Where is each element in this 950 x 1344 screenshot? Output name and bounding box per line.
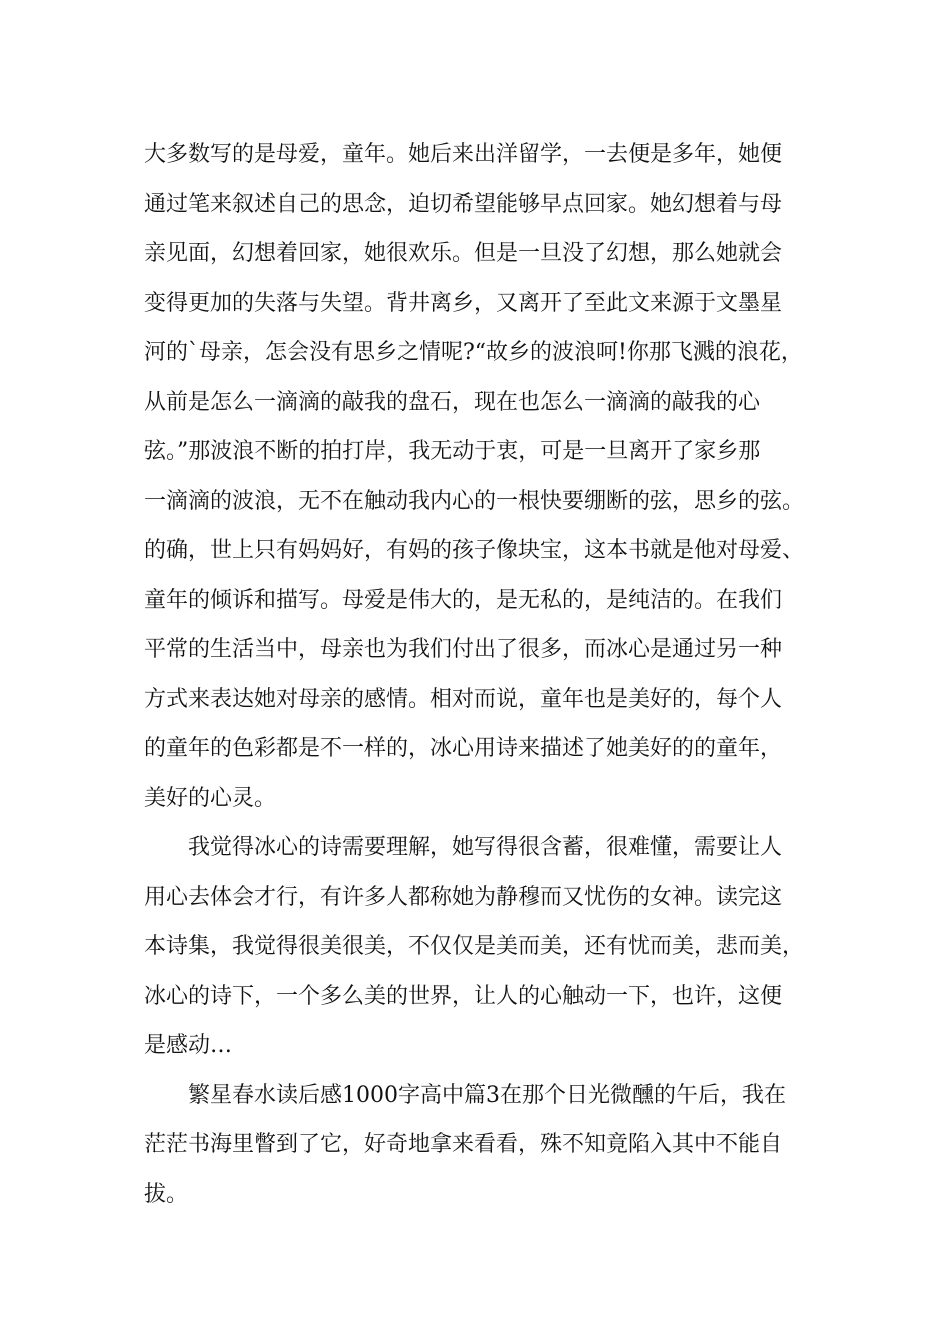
paragraph-line: 本诗集，我觉得很美很美，不仅仅是美而美，还有忧而美，悲而美， [144, 934, 805, 959]
paragraph-line: 从前是怎么一滴滴的敲我的盘石，现在也怎么一滴滴的敲我的心 [144, 389, 761, 415]
paragraph-line: 冰心的诗下，一个多么美的世界，让人的心触动一下，也许，这便 [144, 983, 783, 1009]
paragraph-line: 方式来表达她对母亲的感情。相对而说，童年也是美好的，每个人 [144, 686, 783, 712]
paragraph-line: 的童年的色彩都是不一样的，冰心用诗来描述了她美好的的童年， [144, 736, 783, 761]
paragraph-3 [144, 1071, 812, 1220]
paragraph-line: 河的`母亲，怎会没有思乡之情呢?“故乡的波浪呵!你那飞溅的浪花， [144, 340, 803, 365]
paragraph-line: 通过笔来叙述自己的思念，迫切希望能够早点回家。她幻想着与母 [144, 191, 783, 217]
paragraph-2 [144, 823, 812, 1071]
paragraph-line: 变得更加的失落与失望。背井离乡，又离开了至此文来源于文墨星 [144, 290, 783, 316]
paragraph-line: 一滴滴的波浪，无不在触动我内心的一根快要绷断的弦，思乡的弦。 [144, 488, 805, 514]
paragraph-line: 童年的倾诉和描写。母爱是伟大的，是无私的，是纯洁的。在我们 [144, 587, 783, 613]
paragraph-line: 我觉得冰心的诗需要理解，她写得很含蓄，很难懂，需要让人 [188, 835, 783, 860]
paragraph-line: 用心去体会才行，有许多人都称她为静穆而又忧伤的女神。读完这 [144, 884, 783, 910]
paragraph-line: 亲见面，幻想着回家，她很欢乐。但是一旦没了幻想，那么她就会 [144, 241, 783, 266]
paragraph-line: 弦。”那波浪不断的拍打岸，我无动于衷，可是一旦离开了家乡那 [144, 439, 761, 464]
paragraph-line: 的确，世上只有妈妈好，有妈的孩子像块宝，这本书就是他对母爱、 [144, 538, 805, 563]
paragraph-line: 茫茫书海里瞥到了它，好奇地拿来看看，殊不知竟陷入其中不能自 [144, 1132, 783, 1157]
paragraph-1 [144, 130, 812, 823]
document-body [144, 130, 812, 1219]
paragraph-line: 平常的生活当中，母亲也为我们付出了很多，而冰心是通过另一种 [144, 637, 783, 662]
paragraph-line: 是感动… [144, 1033, 233, 1058]
paragraph-line: 拔。 [144, 1181, 189, 1207]
paragraph-line: 繁星春水读后感1000字高中篇3在那个日光微醺的午后，我在 [188, 1082, 786, 1108]
paragraph-line: 大多数写的是母爱，童年。她后来出洋留学，一去便是多年，她便 [144, 142, 783, 167]
paragraph-line: 美好的心灵。 [144, 785, 277, 811]
